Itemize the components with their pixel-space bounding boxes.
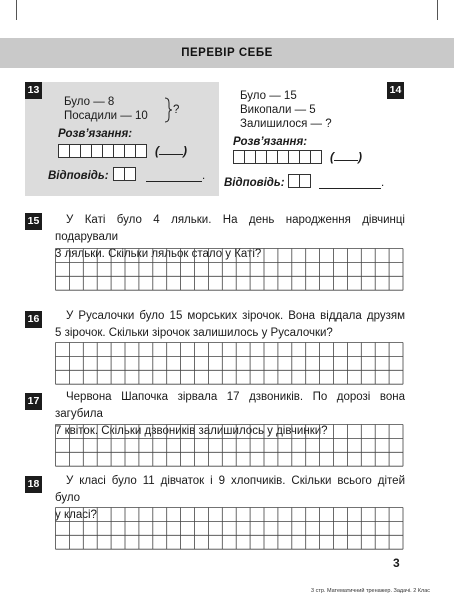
task-14-paren-open: ( bbox=[330, 150, 334, 164]
brace-icon bbox=[164, 97, 172, 123]
task-16-number: 16 bbox=[25, 311, 42, 328]
task-13-unit-field[interactable] bbox=[155, 144, 187, 158]
task-13-answer-dot: . bbox=[202, 170, 206, 182]
task-14-solution-cells[interactable] bbox=[233, 150, 321, 164]
section-header bbox=[0, 38, 454, 68]
task-14-answer-line[interactable] bbox=[319, 188, 381, 189]
task-18-line-2: у класі? bbox=[55, 509, 97, 521]
task-13-answer-label: Відповідь: bbox=[48, 170, 109, 182]
task-15-answer-grid[interactable] bbox=[55, 248, 403, 290]
task-14-number: 14 bbox=[387, 82, 404, 99]
task-17-answer-grid[interactable] bbox=[55, 424, 403, 466]
task-18-answer-grid[interactable] bbox=[55, 507, 403, 549]
page-number: 3 bbox=[393, 556, 400, 570]
task-16-answer-grid[interactable] bbox=[55, 342, 403, 384]
task-13-answer-line[interactable] bbox=[146, 181, 202, 182]
task-14-given-3: Залишилося — ? bbox=[240, 118, 332, 130]
crop-mark-right bbox=[437, 0, 438, 20]
task-16-line-1: У Русалочки було 15 морських зірочок. Вона віддала друзям bbox=[66, 310, 405, 322]
task-13-solution-label: Розв’язання: bbox=[58, 128, 133, 140]
task-13-number: 13 bbox=[25, 82, 42, 99]
task-13-paren-open: ( bbox=[155, 144, 159, 158]
grid-lines bbox=[55, 424, 404, 467]
task-15-line-2: 3 ляльки. Скільки ляльок стало у Каті? bbox=[55, 248, 262, 260]
task-15-number: 15 bbox=[25, 213, 42, 230]
task-13-solution-cells[interactable] bbox=[58, 144, 146, 158]
task-14-answer-cells[interactable] bbox=[288, 174, 310, 188]
task-13-answer-cells[interactable] bbox=[113, 167, 135, 181]
page-title: ПЕРЕВІР СЕБЕ bbox=[181, 47, 273, 59]
task-16-line-2: 5 зірочок. Скільки зірочок залишилось у Русалочки? bbox=[55, 327, 333, 339]
task-13-paren-close: ) bbox=[183, 144, 187, 158]
task-18-line-1: У класі було 11 дівчаток і 9 хлопчиків. Скільки всього дітей було bbox=[55, 475, 405, 504]
task-16-text bbox=[55, 308, 405, 342]
task-15-line-1: У Каті було 4 ляльки. На день народження дівчинці подарували bbox=[55, 214, 405, 243]
task-13-question-mark: ? bbox=[173, 104, 180, 116]
grid-lines bbox=[55, 507, 404, 550]
task-17-line-2: 7 квіток. Скільки дзвоників залишилось у дівчинки? bbox=[55, 425, 328, 437]
task-14-paren-close: ) bbox=[358, 150, 362, 164]
grid-lines bbox=[55, 342, 404, 385]
crop-mark-left bbox=[16, 0, 17, 20]
footer-text: 3 стр. Математичний тренажер. Задачі. 2 Клас bbox=[311, 588, 431, 594]
task-17-number: 17 bbox=[25, 393, 42, 410]
task-14-unit-field[interactable] bbox=[330, 150, 362, 164]
task-14-given-2: Викопали — 5 bbox=[240, 104, 316, 116]
task-14-answer-dot: . bbox=[381, 177, 385, 189]
task-13-given-1: Було — 8 bbox=[64, 96, 115, 108]
task-18-number: 18 bbox=[25, 476, 42, 493]
task-14-given-1: Було — 15 bbox=[240, 90, 297, 102]
task-14-answer-label: Відповідь: bbox=[224, 177, 285, 189]
task-17-line-1: Червона Шапочка зірвала 17 дзвоників. По дорозі вона загубила bbox=[55, 391, 405, 420]
task-14-solution-label: Розв’язання: bbox=[233, 136, 308, 148]
grid-lines bbox=[55, 248, 404, 291]
task-13-given-2: Посадили — 10 bbox=[64, 110, 148, 122]
